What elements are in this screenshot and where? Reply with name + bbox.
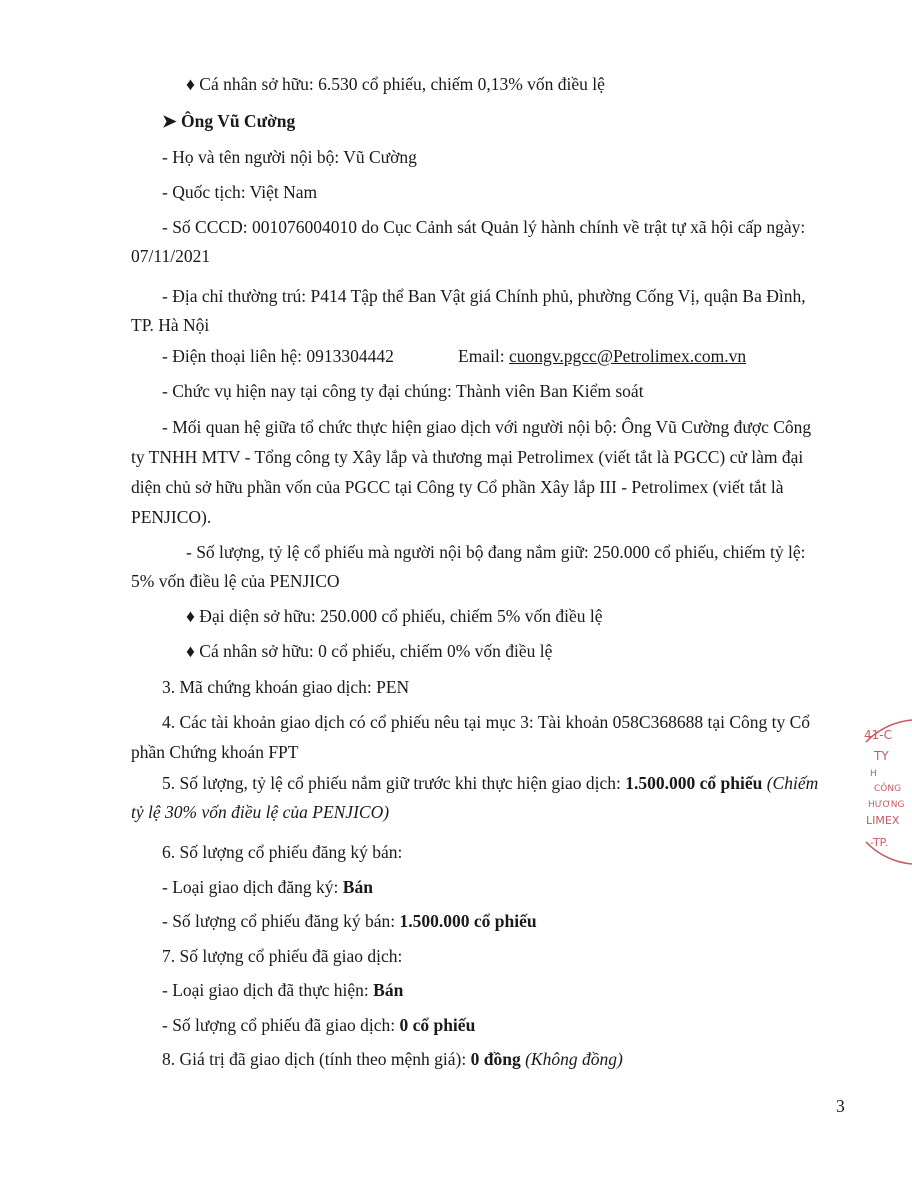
traded-type-line: - Loại giao dịch đã thực hiện: Bán <box>162 980 404 1000</box>
seal-text-7: -TP. <box>870 836 889 849</box>
relationship-line-1: - Mối quan hệ giữa tổ chức thực hiện giao dịch với người nội bộ: Ông Vũ Cường được Công <box>162 417 812 437</box>
registered-qty-line: - Số lượng cổ phiếu đăng ký bán: 1.500.000 cổ phiếu <box>162 911 537 931</box>
registered-sale-heading: 6. Số lượng cổ phiếu đăng ký bán: <box>162 842 403 862</box>
bullet-representative-own: ♦ Đại diện sở hữu: 250.000 cổ phiếu, chiếm 5% vốn điều lệ <box>186 606 603 626</box>
seal-text-6: LIMEX <box>866 814 900 827</box>
address-line: - Địa chỉ thường trú: P414 Tập thể Ban Vật giá Chính phủ, phường Cống Vị, quận Ba Đình, <box>162 286 806 306</box>
seal-text-4: CÔNG <box>874 784 902 794</box>
phone-line: - Điện thoại liên hệ: 0913304442 <box>162 346 394 366</box>
company-seal <box>852 712 912 872</box>
full-name-line: - Họ và tên người nội bộ: Vũ Cường <box>162 147 417 167</box>
section-heading-vu-cuong: ➤ Ông Vũ Cường <box>162 111 296 131</box>
relationship-line-3: diện chủ sở hữu phần vốn của PGCC tại Công ty Cổ phần Xây lắp III - Petrolimex (viết tắt là <box>131 477 784 497</box>
holding-line-1: - Số lượng, tỷ lệ cổ phiếu mà người nội bộ đang nắm giữ: 250.000 cổ phiếu, chiếm tỷ lệ: <box>186 542 806 562</box>
holding-line-2: 5% vốn điều lệ của PENJICO <box>131 571 340 591</box>
account-line-2: phần Chứng khoán FPT <box>131 742 299 762</box>
seal-text-1: 41-C <box>864 728 892 742</box>
nationality-line: - Quốc tịch: Việt Nam <box>162 182 318 202</box>
id-card-date: 07/11/2021 <box>131 246 211 266</box>
registered-type-line: - Loại giao dịch đăng ký: Bán <box>162 877 373 897</box>
email-link[interactable]: cuongv.pgcc@Petrolimex.com.vn <box>509 346 747 366</box>
seal-text-3: H <box>870 769 877 779</box>
pre-holding-line-2: tỷ lệ 30% vốn điều lệ của PENJICO) <box>131 802 390 822</box>
bullet-personal-own: ♦ Cá nhân sở hữu: 6.530 cổ phiếu, chiếm 0,13% vốn điều lệ <box>186 74 605 94</box>
account-line-1: 4. Các tài khoản giao dịch có cổ phiếu nêu tại mục 3: Tài khoản 058C368688 tại Công ty Cổ <box>162 712 811 732</box>
seal-text-2: TY <box>874 749 889 763</box>
id-card-line: - Số CCCD: 001076004010 do Cục Cảnh sát Quản lý hành chính về trật tự xã hội cấp ngày: <box>162 217 806 237</box>
address-city: TP. Hà Nội <box>131 315 210 335</box>
traded-qty-line: - Số lượng cổ phiếu đã giao dịch: 0 cổ phiếu <box>162 1015 476 1035</box>
traded-heading: 7. Số lượng cổ phiếu đã giao dịch: <box>162 946 403 966</box>
email-line: Email: cuongv.pgcc@Petrolimex.com.vn <box>458 346 747 366</box>
bullet-personal-own-2: ♦ Cá nhân sở hữu: 0 cổ phiếu, chiếm 0% vốn điều lệ <box>186 641 553 661</box>
relationship-line-4: PENJICO). <box>131 507 212 527</box>
stock-code-line: 3. Mã chứng khoán giao dịch: PEN <box>162 677 410 697</box>
seal-text-5: HƯƠNG <box>868 800 905 810</box>
page-number: 3 <box>836 1096 845 1116</box>
position-line: - Chức vụ hiện nay tại công ty đại chúng: Thành viên Ban Kiểm soát <box>162 381 644 401</box>
traded-value-line: 8. Giá trị đã giao dịch (tính theo mệnh giá): 0 đồng (Không đồng) <box>162 1049 623 1069</box>
relationship-line-2: ty TNHH MTV - Tổng công ty Xây lắp và thương mại Petrolimex (viết tắt là PGCC) cử làm đại <box>131 447 804 467</box>
pre-holding-line-1: 5. Số lượng, tỷ lệ cổ phiếu nắm giữ trước khi thực hiện giao dịch: 1.500.000 cổ phiếu (Chiếm <box>162 773 819 793</box>
